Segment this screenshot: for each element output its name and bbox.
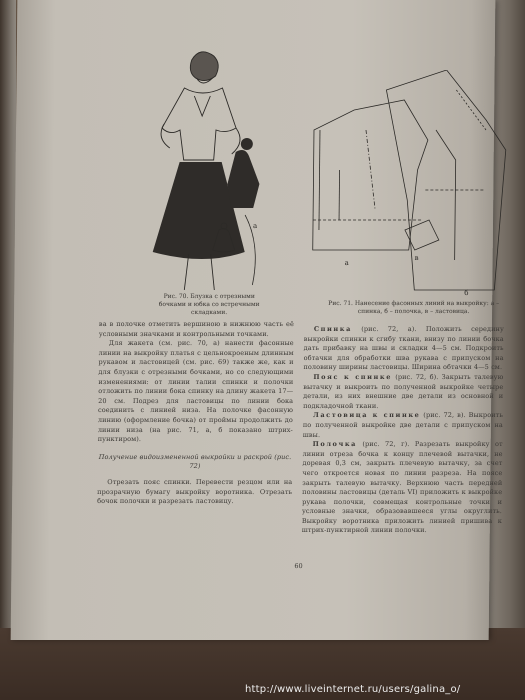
figure-70-illustration bbox=[134, 40, 277, 290]
figure-71-label-a: а bbox=[344, 259, 349, 267]
section-subheading: Получение видоизмененной выкройки и раскрой (рис. 72) bbox=[98, 452, 292, 471]
watermark-url: http://www.liveinternet.ru/users/galina_o/ bbox=[245, 684, 461, 695]
right-item-spinka bbox=[303, 325, 504, 373]
item-heading: Спинка bbox=[313, 325, 352, 333]
right-item-poyas bbox=[303, 373, 503, 411]
right-item-lastovitsa bbox=[303, 411, 503, 440]
figure-70-caption: Рис. 70. Блузка с отрезными бочками и юбка со встречными складками. bbox=[158, 293, 260, 316]
figure-71-label-b: б bbox=[464, 289, 469, 297]
right-text-column bbox=[302, 325, 504, 536]
item-text: (рис. 72, в). Выкроить по полученной выкройке две детали с припуском на швы. bbox=[302, 411, 504, 439]
item-text: (рис. 72, г). Разрезать выкройку от линии отреза бочка к концу плечевой вытачки, не доревая 0,3 см, закрыть плечевую вытачку, за счет чего откроется новая по линии разреза. На поясе закрыть талевую вытачку. Верхнюю часть передней половины ластовицы (деталь VI) приложить к выкройке рукава полочки, совмещая контрольные точки и условные значки, образовавшееся углы округлить. Выкройку воротника приложить линией пришива к штрих-пунктирной линии полочки. bbox=[301, 440, 503, 535]
book-page bbox=[11, 0, 504, 640]
right-item-polochka bbox=[302, 440, 503, 536]
item-text: (рис. 72, б). Закрыть талевую вытачку и выкроить по полученной выкройке четыре детали, из них внешние две детали из основной и подкладочной ткани. bbox=[303, 372, 504, 410]
left-text-column bbox=[97, 320, 294, 507]
item-heading: Полочка bbox=[312, 440, 358, 449]
item-heading: Ластовица к спинке bbox=[312, 411, 421, 420]
figure-71-pattern-draft bbox=[304, 70, 517, 310]
left-paragraph-1: ва в полочке отметить вершиною в нижнюю часть её условными значками и контрольными точками. bbox=[98, 320, 294, 338]
figure-70-label: а bbox=[252, 222, 258, 230]
left-paragraph-2: Для жакета (см. рис. 70, а) нанести фасонные линии на выкройку платья с цельнокроеным длинным рукавом и ластовицей (см. рис. 69) также же, как и для блузки с отрезными бочками, но со следующими изменениями: от линии талии спинки и полочки отложить по линии бока спинку на длину жакета 17—20 см. Подрез для ластовицы по линии бока соединить с линией низа. На полочке фасонную линию (оформление бочка) от проймы продолжить до линии низа (на рис. 71, а, б показано штрих-пунктиром). bbox=[97, 339, 294, 444]
item-heading: Пояс к спинке bbox=[313, 372, 393, 381]
left-paragraph-3: Отрезать пояс спинки. Перевести резцом или на прозрачную бумагу выкройку воротника. Отрезать бочок полочки и разрезать ластовицу. bbox=[97, 477, 293, 506]
page-number: 60 bbox=[294, 562, 303, 570]
figure-71-caption: Рис. 71. Нанесение фасонных линий на выкройку: а – спинка, б – полочка, в – ластовица. bbox=[328, 300, 500, 315]
figure-71-label-v: в bbox=[414, 254, 419, 262]
item-text: (рис. 72, а). Положить середину выкройки спинки к сгибу ткани, внизу по линии бочка дать прибавку на швы и складки 4—5 см. Подкроить обтачки для обработки шва рукава с припуском на половину ширины ластовицы. Ширина обтачки 4—5 см. bbox=[303, 325, 504, 372]
